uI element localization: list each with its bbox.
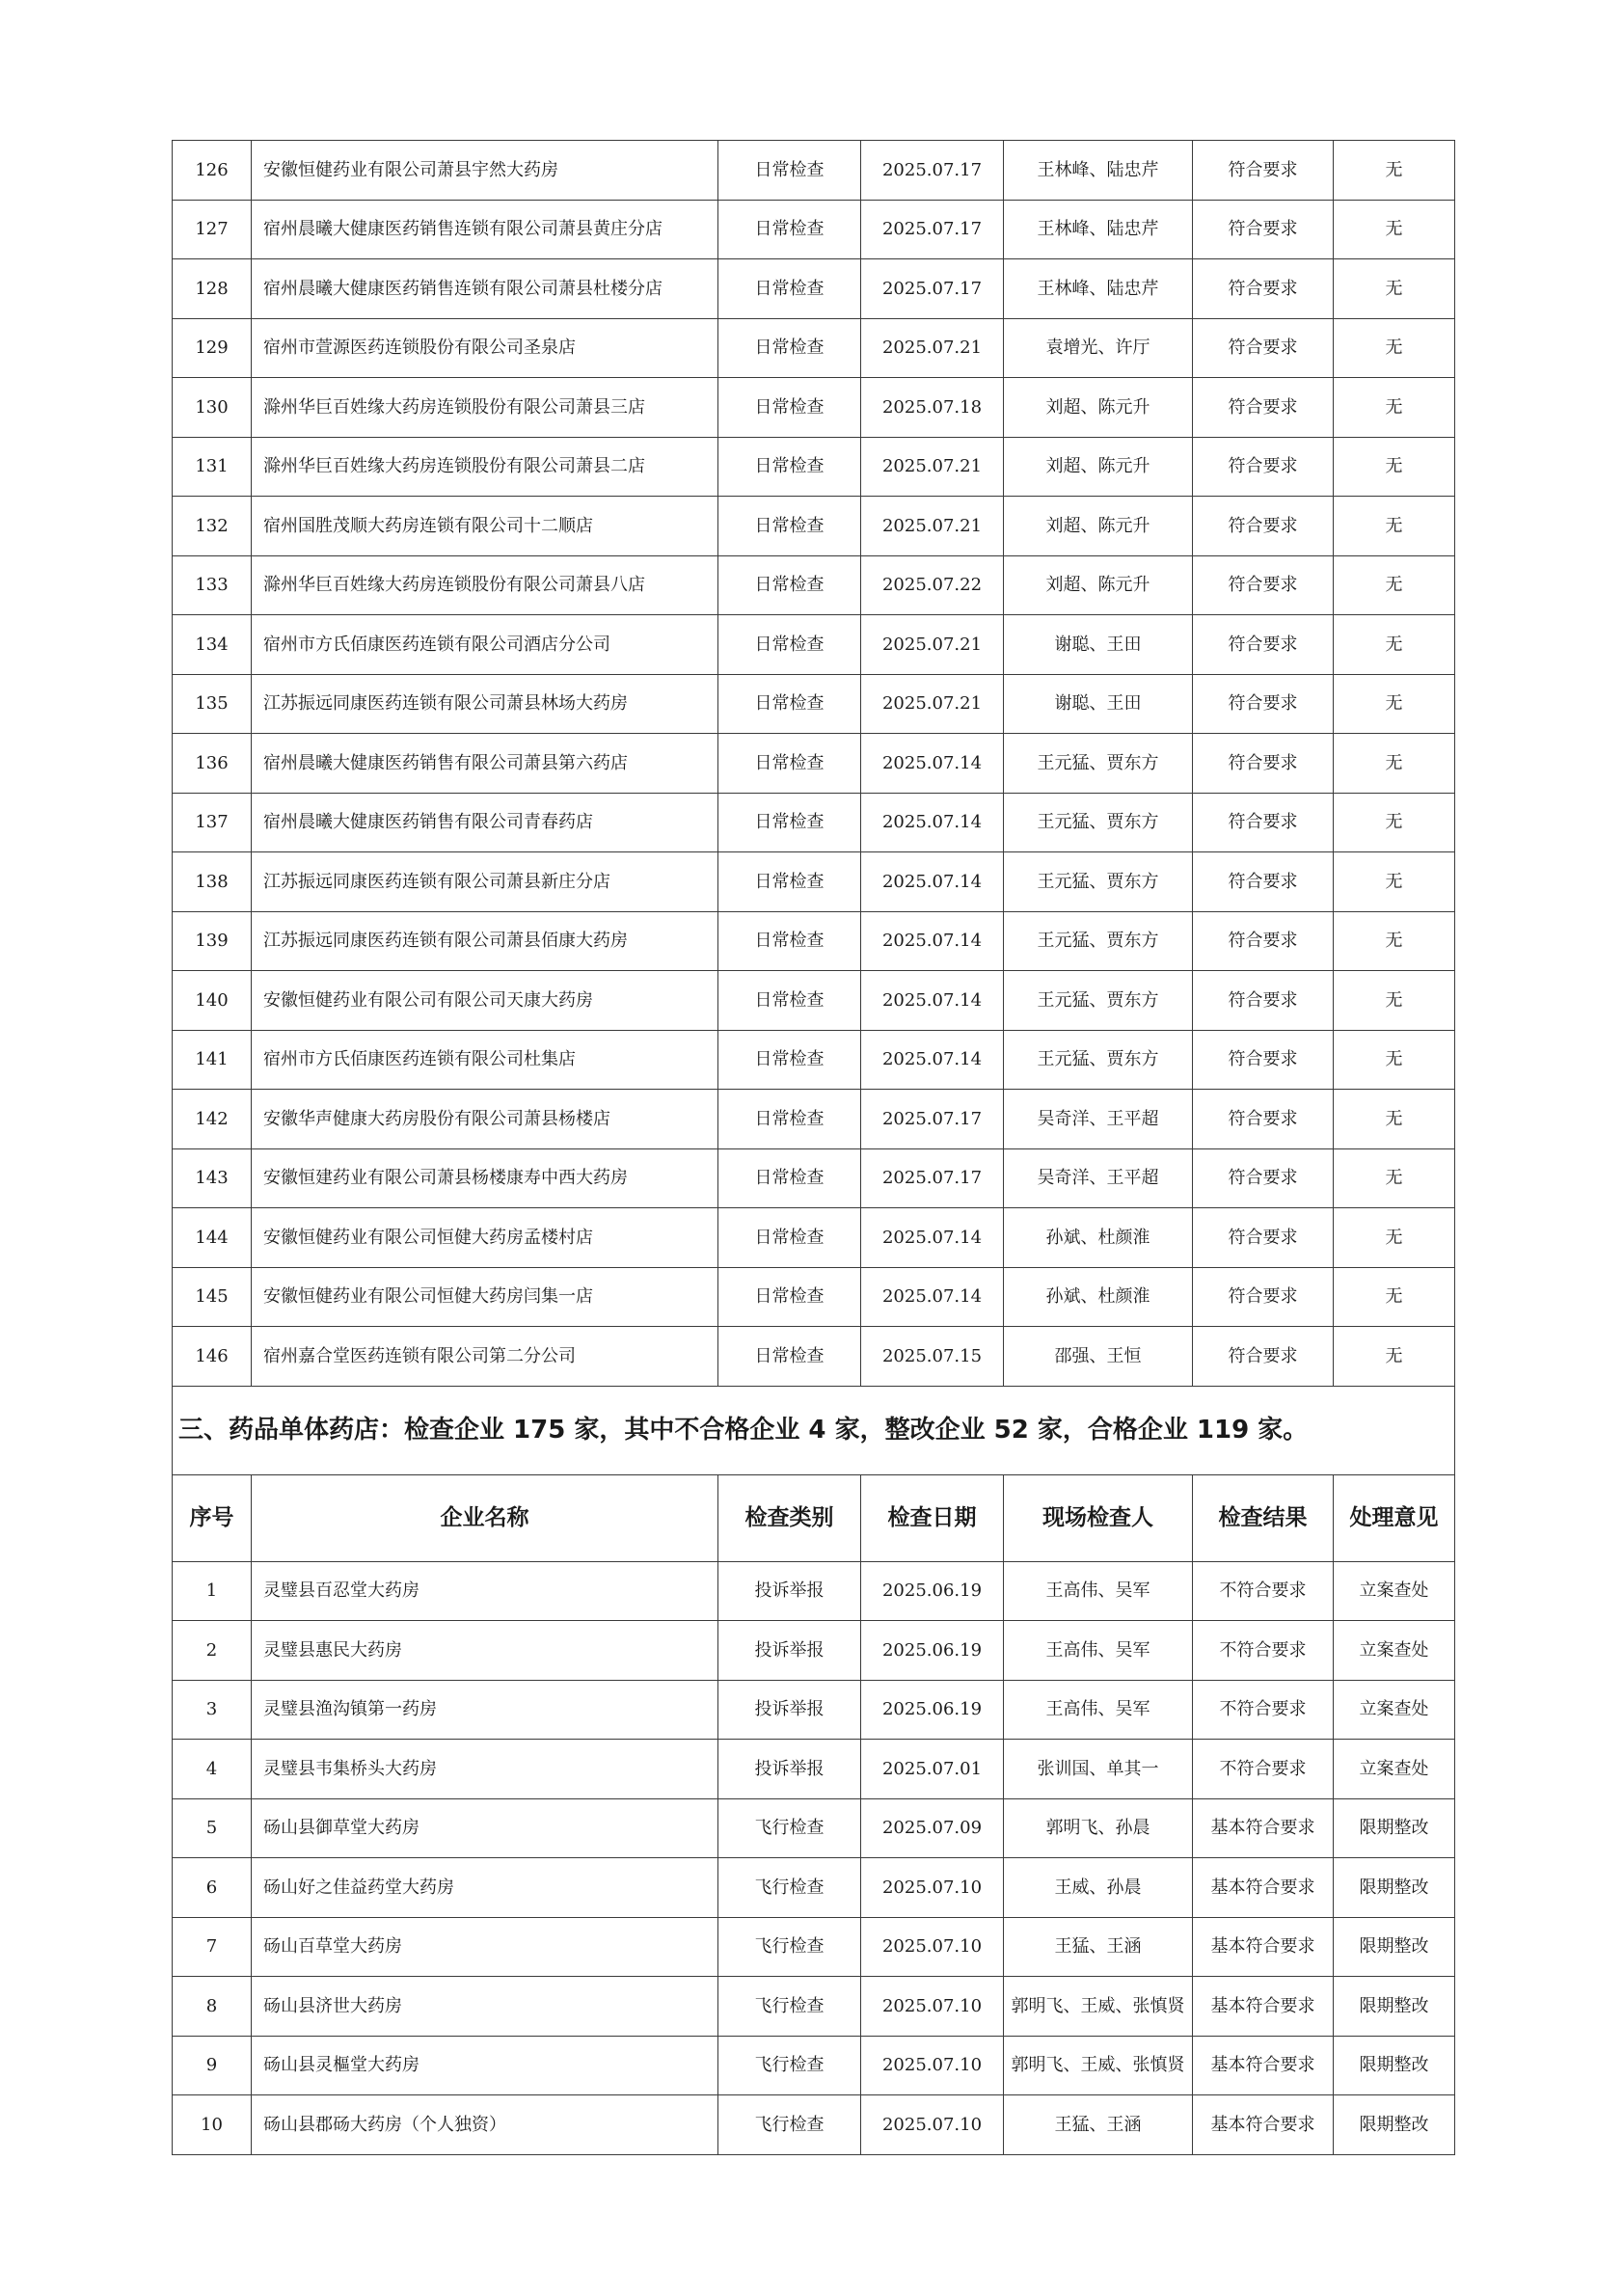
inspection-type-cell: 日常检查: [718, 1208, 861, 1268]
inspectors-cell: 谢聪、王田: [1004, 615, 1193, 675]
company-name-cell: 安徽恒健药业有限公司恒健大药房孟楼村店: [252, 1208, 718, 1268]
company-name-cell: 宿州嘉合堂医药连锁有限公司第二分公司: [252, 1327, 718, 1387]
inspection-date-cell: 2025.07.17: [861, 1090, 1004, 1149]
handling-opinion-cell: 无: [1334, 734, 1455, 794]
inspection-type-cell: 日常检查: [718, 555, 861, 615]
inspectors-cell: 王元猛、贾东方: [1004, 734, 1193, 794]
handling-opinion-cell: 限期整改: [1334, 1977, 1455, 2037]
table-row: [173, 141, 1455, 201]
row-number-cell: 126: [173, 141, 252, 201]
row-number-cell: 128: [173, 259, 252, 319]
company-name-cell: 宿州晨曦大健康医药销售有限公司青春药店: [252, 793, 718, 852]
handling-opinion-cell: 无: [1334, 852, 1455, 912]
row-number-cell: 133: [173, 555, 252, 615]
handling-opinion-cell: 无: [1334, 378, 1455, 438]
company-name-cell: 灵璧县韦集桥头大药房: [252, 1740, 718, 1799]
inspection-result-cell: 符合要求: [1193, 1208, 1334, 1268]
inspection-type-cell: 日常检查: [718, 852, 861, 912]
inspectors-cell: 郭明飞、王威、张慎贤: [1004, 2036, 1193, 2095]
table-row: [173, 200, 1455, 259]
handling-opinion-cell: 无: [1334, 259, 1455, 319]
handling-opinion-cell: 无: [1334, 1148, 1455, 1208]
inspection-type-cell: 日常检查: [718, 200, 861, 259]
table-row: [173, 318, 1455, 378]
table-row: [173, 1977, 1455, 2037]
row-number-cell: 145: [173, 1267, 252, 1327]
inspection-date-cell: 2025.07.14: [861, 1208, 1004, 1268]
inspection-result-cell: 符合要求: [1193, 615, 1334, 675]
table-row: [173, 971, 1455, 1031]
inspection-result-cell: 基本符合要求: [1193, 1917, 1334, 1977]
inspection-result-cell: 不符合要求: [1193, 1561, 1334, 1621]
inspection-date-cell: 2025.07.09: [861, 1798, 1004, 1858]
inspection-result-cell: 符合要求: [1193, 437, 1334, 497]
inspection-result-cell: 符合要求: [1193, 555, 1334, 615]
table-row: [173, 1680, 1455, 1740]
handling-opinion-cell: 无: [1334, 555, 1455, 615]
row-number-cell: 7: [173, 1917, 252, 1977]
row-number-cell: 137: [173, 793, 252, 852]
inspection-result-cell: 符合要求: [1193, 378, 1334, 438]
row-number-cell: 127: [173, 200, 252, 259]
handling-opinion-cell: 无: [1334, 1267, 1455, 1327]
inspectors-cell: 袁增光、许厅: [1004, 318, 1193, 378]
inspection-type-cell: 日常检查: [718, 318, 861, 378]
company-name-cell: 滁州华巨百姓缘大药房连锁股份有限公司萧县二店: [252, 437, 718, 497]
row-number-cell: 136: [173, 734, 252, 794]
inspectors-cell: 郭明飞、王威、张慎贤: [1004, 1977, 1193, 2037]
inspection-result-cell: 符合要求: [1193, 674, 1334, 734]
inspection-result-cell: 符合要求: [1193, 318, 1334, 378]
row-number-cell: 129: [173, 318, 252, 378]
inspection-type-cell: 飞行检查: [718, 1798, 861, 1858]
inspectors-cell: 王威、孙晨: [1004, 1858, 1193, 1918]
inspectors-cell: 王林峰、陆忠芹: [1004, 200, 1193, 259]
company-name-cell: 灵璧县渔沟镇第一药房: [252, 1680, 718, 1740]
company-name-cell: 滁州华巨百姓缘大药房连锁股份有限公司萧县八店: [252, 555, 718, 615]
inspection-date-cell: 2025.07.15: [861, 1327, 1004, 1387]
inspection-type-cell: 日常检查: [718, 911, 861, 971]
row-number-cell: 140: [173, 971, 252, 1031]
section-3: [173, 1386, 1455, 1474]
row-number-cell: 10: [173, 2095, 252, 2155]
inspection-date-cell: 2025.07.14: [861, 852, 1004, 912]
header-inspection-date: 检查日期: [861, 1474, 1004, 1561]
handling-opinion-cell: 无: [1334, 437, 1455, 497]
company-name-cell: 宿州晨曦大健康医药销售有限公司萧县第六药店: [252, 734, 718, 794]
inspection-date-cell: 2025.07.14: [861, 1030, 1004, 1090]
inspection-type-cell: 日常检查: [718, 1267, 861, 1327]
table-row: [173, 1148, 1455, 1208]
inspectors-cell: 王元猛、贾东方: [1004, 793, 1193, 852]
row-number-cell: 132: [173, 497, 252, 556]
header-row-number: 序号: [173, 1474, 252, 1561]
header-handling-opinion: 处理意见: [1334, 1474, 1455, 1561]
company-name-cell: 安徽华声健康大药房股份有限公司萧县杨楼店: [252, 1090, 718, 1149]
company-name-cell: 宿州市方氏佰康医药连锁有限公司杜集店: [252, 1030, 718, 1090]
company-name-cell: 砀山百草堂大药房: [252, 1917, 718, 1977]
company-name-cell: 砀山好之佳益药堂大药房: [252, 1858, 718, 1918]
handling-opinion-cell: 立案查处: [1334, 1561, 1455, 1621]
company-name-cell: 滁州华巨百姓缘大药房连锁股份有限公司萧县三店: [252, 378, 718, 438]
inspection-result-cell: 基本符合要求: [1193, 1977, 1334, 2037]
table-row: [173, 2036, 1455, 2095]
inspection-result-cell: 基本符合要求: [1193, 2095, 1334, 2155]
table-row: [173, 1621, 1455, 1681]
inspection-type-cell: 日常检查: [718, 674, 861, 734]
inspection-date-cell: 2025.07.17: [861, 141, 1004, 201]
handling-opinion-cell: 限期整改: [1334, 2095, 1455, 2155]
inspection-result-cell: 符合要求: [1193, 793, 1334, 852]
company-name-cell: 安徽恒健药业有限公司有限公司天康大药房: [252, 971, 718, 1031]
table-row: [173, 793, 1455, 852]
inspection-result-cell: 不符合要求: [1193, 1680, 1334, 1740]
inspection-date-cell: 2025.07.21: [861, 674, 1004, 734]
inspectors-cell: 王林峰、陆忠芹: [1004, 141, 1193, 201]
table-row: [173, 1208, 1455, 1268]
row-number-cell: 141: [173, 1030, 252, 1090]
handling-opinion-cell: 立案查处: [1334, 1740, 1455, 1799]
row-number-cell: 146: [173, 1327, 252, 1387]
handling-opinion-cell: 无: [1334, 911, 1455, 971]
inspection-date-cell: 2025.07.10: [861, 2036, 1004, 2095]
inspectors-cell: 邵强、王恒: [1004, 1327, 1193, 1387]
inspection-date-cell: 2025.07.01: [861, 1740, 1004, 1799]
row-number-cell: 4: [173, 1740, 252, 1799]
inspection-type-cell: 飞行检查: [718, 2036, 861, 2095]
inspection-date-cell: 2025.06.19: [861, 1561, 1004, 1621]
inspectors-cell: 王猛、王涵: [1004, 1917, 1193, 1977]
row-number-cell: 130: [173, 378, 252, 438]
inspection-date-cell: 2025.07.14: [861, 734, 1004, 794]
inspection-date-cell: 2025.07.21: [861, 318, 1004, 378]
table-row: [173, 1327, 1455, 1387]
table-row: [173, 378, 1455, 438]
inspectors-cell: 刘超、陈元升: [1004, 497, 1193, 556]
handling-opinion-cell: 无: [1334, 1030, 1455, 1090]
inspection-result-cell: 符合要求: [1193, 1148, 1334, 1208]
table-row: [173, 1798, 1455, 1858]
company-name-cell: 安徽恒健药业有限公司恒健大药房闫集一店: [252, 1267, 718, 1327]
section-title-row: [173, 1386, 1455, 1474]
inspectors-cell: 刘超、陈元升: [1004, 437, 1193, 497]
company-name-cell: 宿州市方氏佰康医药连锁有限公司酒店分公司: [252, 615, 718, 675]
inspection-date-cell: 2025.07.10: [861, 1917, 1004, 1977]
inspection-date-cell: 2025.07.10: [861, 2095, 1004, 2155]
company-name-cell: 安徽恒建药业有限公司萧县杨楼康寿中西大药房: [252, 1148, 718, 1208]
inspection-result-cell: 符合要求: [1193, 259, 1334, 319]
inspection-type-cell: 投诉举报: [718, 1740, 861, 1799]
inspectors-cell: 刘超、陈元升: [1004, 378, 1193, 438]
handling-opinion-cell: 限期整改: [1334, 1917, 1455, 1977]
row-number-cell: 3: [173, 1680, 252, 1740]
inspection-date-cell: 2025.07.14: [861, 911, 1004, 971]
company-name-cell: 砀山县御草堂大药房: [252, 1798, 718, 1858]
inspection-type-cell: 日常检查: [718, 378, 861, 438]
inspection-date-cell: 2025.07.14: [861, 793, 1004, 852]
inspectors-cell: 张训国、单其一: [1004, 1740, 1193, 1799]
table-row: [173, 1267, 1455, 1327]
company-name-cell: 砀山县郡砀大药房（个人独资）: [252, 2095, 718, 2155]
handling-opinion-cell: 立案查处: [1334, 1680, 1455, 1740]
handling-opinion-cell: 立案查处: [1334, 1621, 1455, 1681]
inspection-result-cell: 基本符合要求: [1193, 1798, 1334, 1858]
handling-opinion-cell: 无: [1334, 971, 1455, 1031]
inspection-type-cell: 飞行检查: [718, 2095, 861, 2155]
inspection-result-cell: 不符合要求: [1193, 1621, 1334, 1681]
inspection-result-cell: 符合要求: [1193, 734, 1334, 794]
header-inspection-type: 检查类别: [718, 1474, 861, 1561]
inspectors-cell: 吴奇洋、王平超: [1004, 1148, 1193, 1208]
inspectors-cell: 王高伟、吴军: [1004, 1680, 1193, 1740]
inspection-type-cell: 日常检查: [718, 141, 861, 201]
inspection-type-cell: 日常检查: [718, 793, 861, 852]
inspection-type-cell: 日常检查: [718, 437, 861, 497]
inspection-date-cell: 2025.07.10: [861, 1977, 1004, 2037]
inspection-result-cell: 符合要求: [1193, 497, 1334, 556]
inspectors-cell: 谢聪、王田: [1004, 674, 1193, 734]
handling-opinion-cell: 无: [1334, 1090, 1455, 1149]
inspection-date-cell: 2025.07.17: [861, 200, 1004, 259]
inspection-date-cell: 2025.07.21: [861, 615, 1004, 675]
inspection-date-cell: 2025.06.19: [861, 1680, 1004, 1740]
company-name-cell: 江苏振远同康医药连锁有限公司萧县佰康大药房: [252, 911, 718, 971]
company-name-cell: 安徽恒健药业有限公司萧县宇然大药房: [252, 141, 718, 201]
inspectors-cell: 王元猛、贾东方: [1004, 971, 1193, 1031]
inspection-result-cell: 符合要求: [1193, 1267, 1334, 1327]
row-number-cell: 131: [173, 437, 252, 497]
inspection-result-cell: 基本符合要求: [1193, 2036, 1334, 2095]
inspection-date-cell: 2025.07.21: [861, 437, 1004, 497]
table-row: [173, 1858, 1455, 1918]
row-number-cell: 6: [173, 1858, 252, 1918]
row-number-cell: 134: [173, 615, 252, 675]
inspection-result-cell: 不符合要求: [1193, 1740, 1334, 1799]
handling-opinion-cell: 无: [1334, 318, 1455, 378]
table-row: [173, 1030, 1455, 1090]
row-number-cell: 8: [173, 1977, 252, 2037]
company-name-cell: 宿州市萱源医药连锁股份有限公司圣泉店: [252, 318, 718, 378]
inspection-type-cell: 日常检查: [718, 259, 861, 319]
handling-opinion-cell: 无: [1334, 141, 1455, 201]
inspectors-cell: 王高伟、吴军: [1004, 1621, 1193, 1681]
inspection-date-cell: 2025.07.14: [861, 971, 1004, 1031]
company-name-cell: 砀山县济世大药房: [252, 1977, 718, 2037]
row-number-cell: 143: [173, 1148, 252, 1208]
inspection-type-cell: 日常检查: [718, 1090, 861, 1149]
handling-opinion-cell: 无: [1334, 200, 1455, 259]
inspection-type-cell: 投诉举报: [718, 1561, 861, 1621]
inspection-type-cell: 投诉举报: [718, 1621, 861, 1681]
company-name-cell: 江苏振远同康医药连锁有限公司萧县新庄分店: [252, 852, 718, 912]
company-name-cell: 宿州晨曦大健康医药销售连锁有限公司萧县黄庄分店: [252, 200, 718, 259]
single-store-rows: [173, 1474, 1455, 2154]
inspectors-cell: 王元猛、贾东方: [1004, 1030, 1193, 1090]
table-row: [173, 734, 1455, 794]
handling-opinion-cell: 无: [1334, 1327, 1455, 1387]
inspectors-cell: 孙斌、杜颜淮: [1004, 1267, 1193, 1327]
inspection-type-cell: 飞行检查: [718, 1977, 861, 2037]
inspection-result-cell: 符合要求: [1193, 141, 1334, 201]
handling-opinion-cell: 无: [1334, 615, 1455, 675]
table-row: [173, 1740, 1455, 1799]
inspectors-cell: 郭明飞、孙晨: [1004, 1798, 1193, 1858]
inspection-table: [172, 140, 1455, 2155]
inspection-date-cell: 2025.07.17: [861, 259, 1004, 319]
inspectors-cell: 王猛、王涵: [1004, 2095, 1193, 2155]
handling-opinion-cell: 无: [1334, 497, 1455, 556]
inspection-result-cell: 符合要求: [1193, 1030, 1334, 1090]
row-number-cell: 135: [173, 674, 252, 734]
handling-opinion-cell: 限期整改: [1334, 1798, 1455, 1858]
table-row: [173, 2095, 1455, 2155]
table-row: [173, 1090, 1455, 1149]
inspection-date-cell: 2025.07.18: [861, 378, 1004, 438]
company-name-cell: 灵璧县百忍堂大药房: [252, 1561, 718, 1621]
inspectors-cell: 刘超、陈元升: [1004, 555, 1193, 615]
row-number-cell: 2: [173, 1621, 252, 1681]
table-row: [173, 259, 1455, 319]
row-number-cell: 144: [173, 1208, 252, 1268]
inspection-type-cell: 日常检查: [718, 734, 861, 794]
inspectors-cell: 王高伟、吴军: [1004, 1561, 1193, 1621]
inspectors-cell: 王元猛、贾东方: [1004, 911, 1193, 971]
inspectors-cell: 孙斌、杜颜淮: [1004, 1208, 1193, 1268]
inspection-result-cell: 符合要求: [1193, 852, 1334, 912]
inspection-type-cell: 日常检查: [718, 1148, 861, 1208]
header-row: [173, 1474, 1455, 1561]
inspection-type-cell: 飞行检查: [718, 1917, 861, 1977]
chain-store-rows: [173, 141, 1455, 1387]
handling-opinion-cell: 无: [1334, 674, 1455, 734]
inspection-result-cell: 符合要求: [1193, 200, 1334, 259]
table-row: [173, 674, 1455, 734]
row-number-cell: 5: [173, 1798, 252, 1858]
inspectors-cell: 王元猛、贾东方: [1004, 852, 1193, 912]
inspection-type-cell: 日常检查: [718, 497, 861, 556]
company-name-cell: 宿州晨曦大健康医药销售连锁有限公司萧县杜楼分店: [252, 259, 718, 319]
table-row: [173, 1917, 1455, 1977]
row-number-cell: 139: [173, 911, 252, 971]
inspection-date-cell: 2025.07.22: [861, 555, 1004, 615]
table-row: [173, 437, 1455, 497]
row-number-cell: 142: [173, 1090, 252, 1149]
company-name-cell: 灵璧县惠民大药房: [252, 1621, 718, 1681]
inspection-date-cell: 2025.07.14: [861, 1267, 1004, 1327]
table-row: [173, 615, 1455, 675]
header-inspection-result: 检查结果: [1193, 1474, 1334, 1561]
table-row: [173, 497, 1455, 556]
handling-opinion-cell: 无: [1334, 793, 1455, 852]
table-row: [173, 911, 1455, 971]
header-company-name: 企业名称: [252, 1474, 718, 1561]
table-row: [173, 1561, 1455, 1621]
inspection-date-cell: 2025.07.10: [861, 1858, 1004, 1918]
section-title: 三、药品单体药店：检查企业 175 家，其中不合格企业 4 家，整改企业 52 家，合格企业 119 家。: [173, 1386, 1455, 1474]
inspection-type-cell: 日常检查: [718, 615, 861, 675]
handling-opinion-cell: 限期整改: [1334, 1858, 1455, 1918]
company-name-cell: 宿州国胜茂顺大药房连锁有限公司十二顺店: [252, 497, 718, 556]
row-number-cell: 138: [173, 852, 252, 912]
inspection-type-cell: 日常检查: [718, 1327, 861, 1387]
inspectors-cell: 吴奇洋、王平超: [1004, 1090, 1193, 1149]
handling-opinion-cell: 限期整改: [1334, 2036, 1455, 2095]
header-inspectors: 现场检查人: [1004, 1474, 1193, 1561]
row-number-cell: 9: [173, 2036, 252, 2095]
inspection-result-cell: 符合要求: [1193, 1327, 1334, 1387]
table-row: [173, 852, 1455, 912]
inspectors-cell: 王林峰、陆忠芹: [1004, 259, 1193, 319]
inspection-type-cell: 日常检查: [718, 971, 861, 1031]
inspection-result-cell: 符合要求: [1193, 1090, 1334, 1149]
inspection-result-cell: 符合要求: [1193, 911, 1334, 971]
inspection-date-cell: 2025.07.21: [861, 497, 1004, 556]
table-row: [173, 555, 1455, 615]
inspection-result-cell: 基本符合要求: [1193, 1858, 1334, 1918]
inspection-type-cell: 飞行检查: [718, 1858, 861, 1918]
inspection-type-cell: 投诉举报: [718, 1680, 861, 1740]
inspection-type-cell: 日常检查: [718, 1030, 861, 1090]
handling-opinion-cell: 无: [1334, 1208, 1455, 1268]
inspection-date-cell: 2025.07.17: [861, 1148, 1004, 1208]
company-name-cell: 砀山县灵樞堂大药房: [252, 2036, 718, 2095]
inspection-date-cell: 2025.06.19: [861, 1621, 1004, 1681]
row-number-cell: 1: [173, 1561, 252, 1621]
inspection-result-cell: 符合要求: [1193, 971, 1334, 1031]
company-name-cell: 江苏振远同康医药连锁有限公司萧县林场大药房: [252, 674, 718, 734]
